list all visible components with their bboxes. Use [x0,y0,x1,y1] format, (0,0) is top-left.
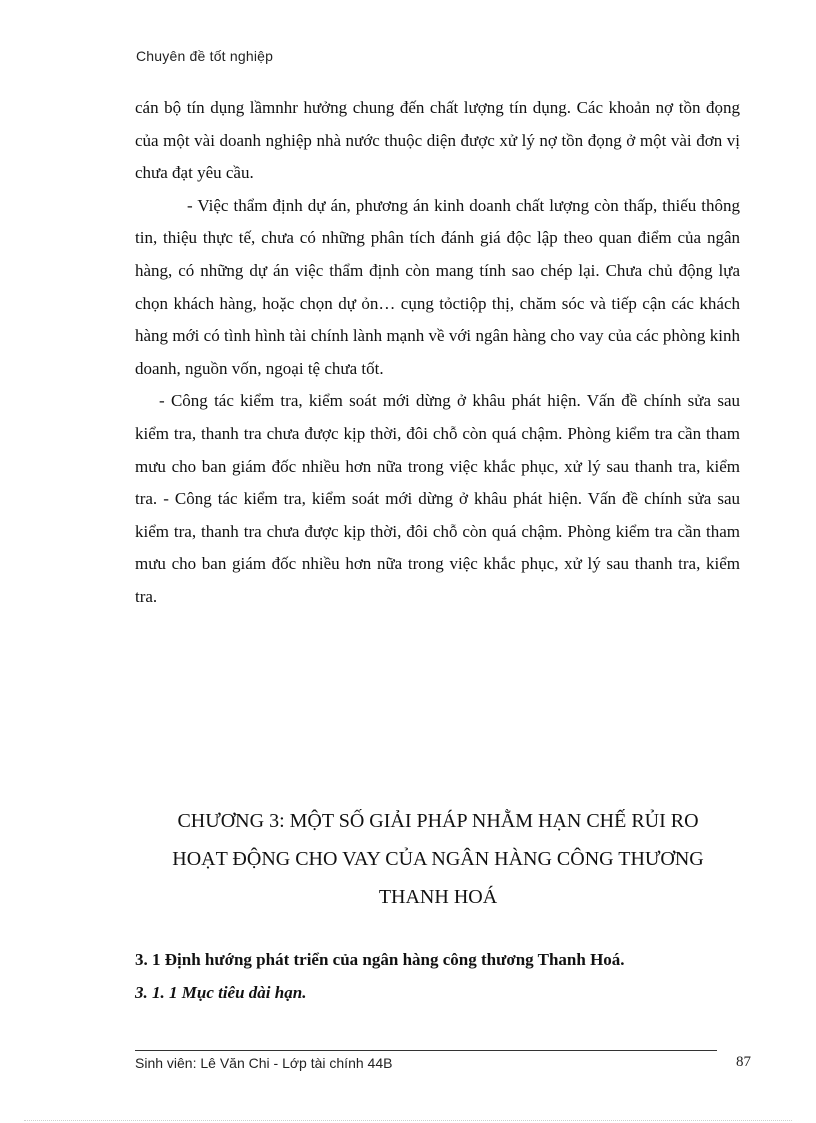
chapter-title-line: HOẠT ĐỘNG CHO VAY CỦA NGÂN HÀNG CÔNG THƯƠNG [172,848,704,870]
page-edge-divider [24,1120,792,1121]
paragraph: - Việc thẩm định dự án, phương án kinh doanh chất lượng còn thấp, thiếu thông tin, thiệu thực tế, chưa có những phân tích đánh giá độc lập theo quan điểm của ngân hàng, có những dự án việc thẩm định còn mang tính sao chép lại. Chưa chủ động lựa chọn khách hàng, hoặc chọn dự ỏn… cụng tỏctiộp thị, chăm sóc và tiếp cận các khách hàng mới có tình hình tài chính lành mạnh về với ngân hàng cho vay của các phòng kinh doanh, nguồn vốn, ngoại tệ chưa tốt. [135,195,740,378]
chapter-title-line: CHƯƠNG 3: MỘT SỐ GIẢI PHÁP NHẰM HẠN CHẾ RỦI RO [177,810,699,832]
chapter-title [120,802,756,916]
chapter-title-line: THANH HOÁ [378,886,498,908]
footer-divider [135,1050,717,1051]
paragraph: cán bộ tín dụng lầmnhr hưởng chung đến chất lượng tín dụng. Các khoản nợ tồn đọng của một vài doanh nghiệp nhà nước thuộc diện được xử lý nợ tồn đọng ở một vài đơn vị chưa đạt yêu cầu. [135,98,740,183]
footer-student-info: Sinh viên: Lê Văn Chi - Lớp tài chính 44B [135,1055,393,1071]
paragraph: - Công tác kiểm tra, kiểm soát mới dừng ở khâu phát hiện. Vấn đề chính sửa sau kiểm tra, thanh tra chưa được kịp thời, đôi chỗ còn quá chậm. Phòng kiểm tra cần tham mưu cho ban giám đốc nhiều hơn nữa trong việc khắc phục, xử lý sau thanh tra, kiểm tra. - Công tác kiểm tra, kiểm soát mới dừng ở khâu phát hiện. Vấn đề chính sửa sau kiểm tra, thanh tra chưa được kịp thời, đôi chỗ còn quá chậm. Phòng kiểm tra cần tham mưu cho ban giám đốc nhiều hơn nữa trong việc khắc phục, xử lý sau thanh tra, kiểm tra. [135,391,740,606]
page-header: Chuyên đề tốt nghiệp [136,48,274,64]
page-number: 87 [736,1054,751,1070]
section-heading: 3. 1 Định hướng phát triển của ngân hàng công thương Thanh Hoá. [135,950,625,969]
body-text [135,92,740,614]
subsection-heading: 3. 1. 1 Mục tiêu dài hạn. [135,983,307,1002]
